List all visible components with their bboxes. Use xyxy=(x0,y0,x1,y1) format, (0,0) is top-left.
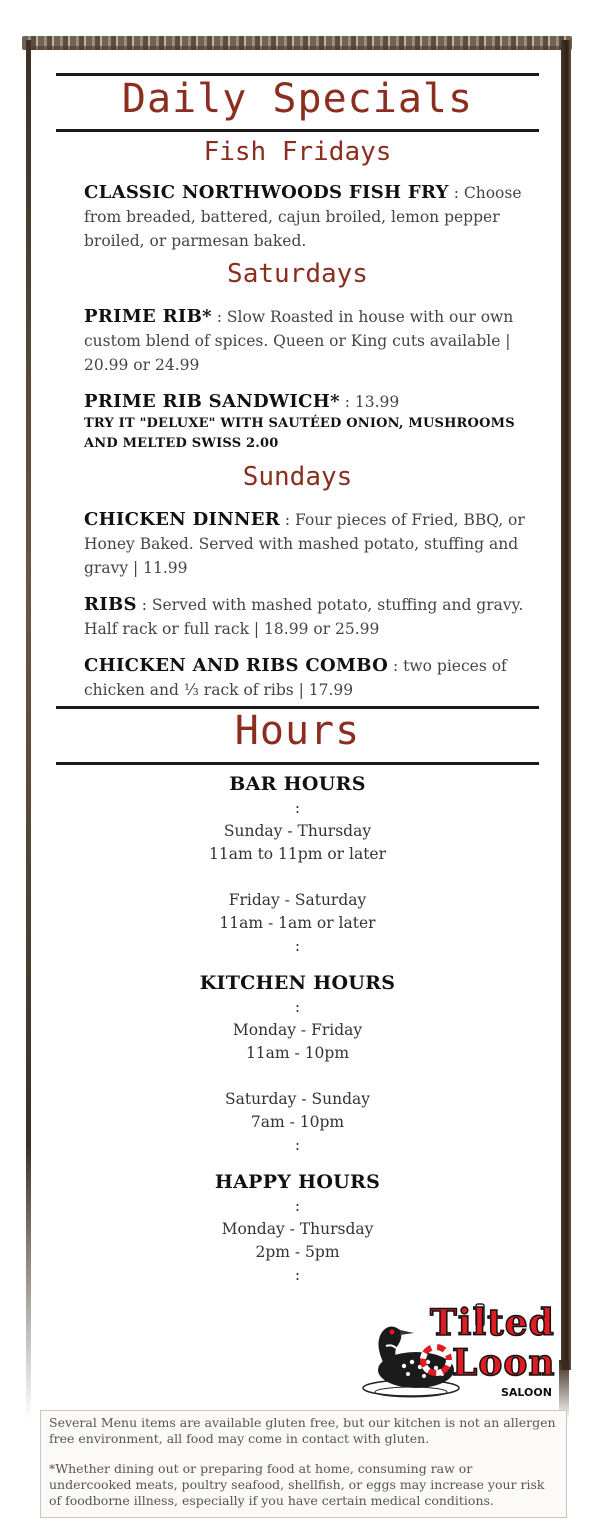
section-heading-saturday: Saturdays xyxy=(227,259,368,289)
item-name: PRIME RIB* xyxy=(84,306,212,327)
raw-food-disclaimer: *Whether dining out or preparing food at home, consuming raw or undercooked meats, poultry seafood, shellfish, or eggs may increase your risk of foodborne illness, especially if you have certain medical conditions. xyxy=(49,1461,545,1508)
gluten-disclaimer: Several Menu items are available gluten free, but our kitchen is not an allergen free environment, all food may come in contact with gluten. xyxy=(49,1415,556,1446)
item-description: : Choose from breaded, battered, cajun broiled, lemon pepper broiled, or parmesan baked. xyxy=(84,184,522,250)
item-name: RIBS xyxy=(84,594,137,615)
bar-hours-block xyxy=(56,771,539,958)
item-description: : two pieces of chicken and ⅓ rack of ribs | 17.99 xyxy=(84,657,507,699)
kitchen-hours-heading: KITCHEN HOURS xyxy=(199,972,396,994)
logo-text-tilted: Tilted xyxy=(430,1302,555,1344)
happy-hours-heading: HAPPY HOURS xyxy=(214,1171,381,1193)
menu-item-fish-fry xyxy=(84,181,529,253)
bar-hours-time-1: 11am to 11pm or later xyxy=(208,845,387,863)
menu-item-prime-rib-sandwich xyxy=(84,390,529,454)
kitchen-hours-days-2: Saturday - Sunday xyxy=(225,1090,370,1108)
bar-hours-time-2: 11am - 1am or later xyxy=(219,914,376,932)
kitchen-hours-days-1: Monday - Friday xyxy=(232,1021,363,1039)
hours-rule-bottom xyxy=(56,762,539,765)
separator: : xyxy=(294,799,301,817)
separator: : xyxy=(294,998,301,1016)
section-heading-friday: Fish Fridays xyxy=(203,137,392,167)
frame-right-border xyxy=(561,40,571,1370)
menu-item-chicken-ribs-combo xyxy=(84,654,529,702)
kitchen-hours-time-1: 11am - 10pm xyxy=(245,1044,350,1062)
separator: : xyxy=(294,1197,301,1215)
bar-hours-days-2: Friday - Saturday xyxy=(228,891,367,909)
happy-hours-days: Monday - Thursday xyxy=(221,1220,374,1238)
menu-item-ribs xyxy=(84,593,529,641)
separator: : xyxy=(294,937,301,955)
logo-text-saloon: SALOON xyxy=(501,1386,552,1399)
menu-item-prime-rib xyxy=(84,305,529,377)
section-heading-sunday: Sundays xyxy=(242,462,353,492)
item-description: : Slow Roasted in house with our own custom blend of spices. Queen or King cuts available | 20.99 or 24.99 xyxy=(84,308,514,374)
separator: : xyxy=(294,1136,301,1154)
item-note: TRY IT "DELUXE" WITH SAUTÉED ONION, MUSHROOMS AND MELTED SWISS 2.00 xyxy=(84,416,515,451)
happy-hours-block xyxy=(56,1169,539,1287)
bar-hours-heading: BAR HOURS xyxy=(229,773,366,795)
hours-title: Hours xyxy=(234,708,361,754)
kitchen-hours-time-2: 7am - 10pm xyxy=(250,1113,345,1131)
tilted-loon-logo xyxy=(356,1300,556,1410)
separator: : xyxy=(294,1266,301,1284)
page-title: Daily Specials xyxy=(121,76,474,122)
item-name: PRIME RIB SANDWICH* xyxy=(84,391,340,412)
item-name: CHICKEN DINNER xyxy=(84,509,280,530)
disclaimer-box xyxy=(40,1410,567,1518)
item-name: CLASSIC NORTHWOODS FISH FRY xyxy=(84,182,449,203)
frame-top-border-inner xyxy=(26,46,566,50)
kitchen-hours-block xyxy=(56,970,539,1157)
bar-hours-days-1: Sunday - Thursday xyxy=(223,822,372,840)
title-rule-bottom xyxy=(56,129,539,132)
item-name: CHICKEN AND RIBS COMBO xyxy=(84,655,389,676)
happy-hours-time: 2pm - 5pm xyxy=(255,1243,340,1261)
frame-left-border xyxy=(26,40,31,1420)
item-description: : Four pieces of Fried, BBQ, or Honey Baked. Served with mashed potato, stuffing and gravy | 11.99 xyxy=(84,511,525,577)
item-description: : Served with mashed potato, stuffing and gravy. Half rack or full rack | 18.99 or 25.99 xyxy=(84,596,524,638)
menu-item-chicken-dinner xyxy=(84,508,529,580)
item-description: : 13.99 xyxy=(339,393,400,411)
logo-text-loon: Loon xyxy=(452,1342,556,1384)
